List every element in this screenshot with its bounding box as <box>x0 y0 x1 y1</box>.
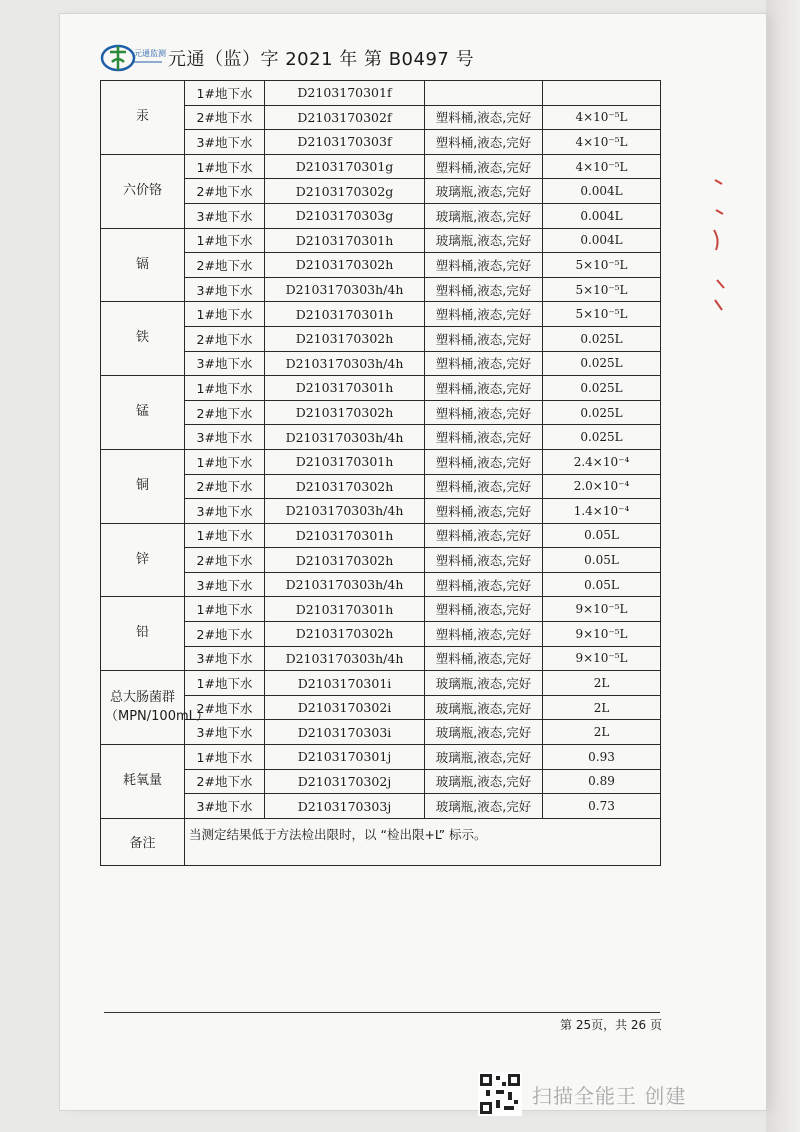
remarks-row <box>101 818 661 865</box>
location-cell: 3#地下水 <box>185 499 265 524</box>
sample-code-cell: D2103170302h <box>265 474 425 499</box>
container-state-cell: 塑料桶,液态,完好 <box>425 425 543 450</box>
location-cell: 2#地下水 <box>185 326 265 351</box>
location-cell: 3#地下水 <box>185 425 265 450</box>
table-row <box>101 646 661 671</box>
location-cell: 1#地下水 <box>185 449 265 474</box>
container-state-cell: 塑料桶,液态,完好 <box>425 302 543 327</box>
qr-code-icon <box>478 1072 522 1116</box>
container-state-cell: 塑料桶,液态,完好 <box>425 154 543 179</box>
location-cell: 2#地下水 <box>185 105 265 130</box>
container-state-cell: 塑料桶,液态,完好 <box>425 548 543 573</box>
result-cell: 2L <box>543 671 661 696</box>
location-cell: 1#地下水 <box>185 523 265 548</box>
location-cell: 1#地下水 <box>185 597 265 622</box>
table-row <box>101 597 661 622</box>
parameter-cell: 铜 <box>101 449 185 523</box>
table-row <box>101 302 661 327</box>
page-edge-shadow <box>766 0 800 1132</box>
result-cell: 0.05L <box>543 523 661 548</box>
container-state-cell: 玻璃瓶,液态,完好 <box>425 671 543 696</box>
table-row <box>101 154 661 179</box>
sample-code-cell: D2103170301h <box>265 302 425 327</box>
sample-code-cell: D2103170303h/4h <box>265 572 425 597</box>
container-state-cell: 塑料桶,液态,完好 <box>425 622 543 647</box>
table-row <box>101 351 661 376</box>
location-cell: 2#地下水 <box>185 400 265 425</box>
table-row <box>101 228 661 253</box>
result-cell: 2.0×10⁻⁴ <box>543 474 661 499</box>
parameter-cell: 铁 <box>101 302 185 376</box>
result-cell: 9×10⁻⁵L <box>543 622 661 647</box>
sample-code-cell: D2103170301h <box>265 228 425 253</box>
parameter-cell: 锌 <box>101 523 185 597</box>
location-cell: 2#地下水 <box>185 548 265 573</box>
result-cell: 0.004L <box>543 179 661 204</box>
result-cell <box>543 81 661 106</box>
result-cell: 1.4×10⁻⁴ <box>543 499 661 524</box>
location-cell: 1#地下水 <box>185 228 265 253</box>
location-cell: 1#地下水 <box>185 302 265 327</box>
container-state-cell: 塑料桶,液态,完好 <box>425 105 543 130</box>
report-header <box>100 38 600 78</box>
result-cell: 0.025L <box>543 351 661 376</box>
table-row <box>101 572 661 597</box>
sample-code-cell: D2103170303h/4h <box>265 646 425 671</box>
page-number: 第 25页，共 26 页 <box>560 1018 662 1032</box>
container-state-cell: 塑料桶,液态,完好 <box>425 474 543 499</box>
container-state-cell: 玻璃瓶,液态,完好 <box>425 769 543 794</box>
container-state-cell: 塑料桶,液态,完好 <box>425 376 543 401</box>
container-state-cell: 玻璃瓶,液态,完好 <box>425 228 543 253</box>
sample-code-cell: D2103170302f <box>265 105 425 130</box>
result-cell: 0.004L <box>543 228 661 253</box>
remarks-text: 当测定结果低于方法检出限时，以 “检出限+L” 标示。 <box>185 818 661 865</box>
result-cell: 4×10⁻⁵L <box>543 105 661 130</box>
sample-code-cell: D2103170303h/4h <box>265 277 425 302</box>
table-row <box>101 449 661 474</box>
container-state-cell: 玻璃瓶,液态,完好 <box>425 203 543 228</box>
location-cell: 1#地下水 <box>185 745 265 770</box>
parameter-cell: 锰 <box>101 376 185 450</box>
result-cell: 5×10⁻⁵L <box>543 277 661 302</box>
table-row <box>101 425 661 450</box>
parameter-cell: 镉 <box>101 228 185 302</box>
container-state-cell: 塑料桶,液态,完好 <box>425 523 543 548</box>
result-cell: 5×10⁻⁵L <box>543 302 661 327</box>
sample-code-cell: D2103170302h <box>265 622 425 647</box>
location-cell: 1#地下水 <box>185 376 265 401</box>
sample-code-cell: D2103170301h <box>265 597 425 622</box>
container-state-cell: 塑料桶,液态,完好 <box>425 499 543 524</box>
sample-code-cell: D2103170302h <box>265 253 425 278</box>
result-cell: 9×10⁻⁵L <box>543 597 661 622</box>
result-cell: 0.73 <box>543 794 661 819</box>
sample-code-cell: D2103170303h/4h <box>265 351 425 376</box>
footer-divider <box>104 1012 660 1013</box>
container-state-cell: 塑料桶,液态,完好 <box>425 130 543 155</box>
result-cell: 0.89 <box>543 769 661 794</box>
table-row <box>101 81 661 106</box>
table-row <box>101 326 661 351</box>
result-cell: 0.025L <box>543 376 661 401</box>
location-cell: 1#地下水 <box>185 154 265 179</box>
results-table <box>100 80 661 866</box>
table-row <box>101 203 661 228</box>
sample-code-cell: D2103170303f <box>265 130 425 155</box>
location-cell: 2#地下水 <box>185 179 265 204</box>
sample-code-cell: D2103170302i <box>265 695 425 720</box>
parameter-cell: 铅 <box>101 597 185 671</box>
table-row <box>101 794 661 819</box>
table-row <box>101 253 661 278</box>
table-row <box>101 499 661 524</box>
table-row <box>101 474 661 499</box>
table-row <box>101 179 661 204</box>
sample-code-cell: D2103170301g <box>265 154 425 179</box>
sample-code-cell: D2103170302j <box>265 769 425 794</box>
container-state-cell: 玻璃瓶,液态,完好 <box>425 179 543 204</box>
container-state-cell: 玻璃瓶,液态,完好 <box>425 720 543 745</box>
result-cell: 4×10⁻⁵L <box>543 130 661 155</box>
container-state-cell: 塑料桶,液态,完好 <box>425 277 543 302</box>
result-cell: 0.05L <box>543 548 661 573</box>
result-cell: 0.025L <box>543 400 661 425</box>
table-row <box>101 671 661 696</box>
table-row <box>101 376 661 401</box>
sample-code-cell: D2103170301h <box>265 376 425 401</box>
result-cell: 2.4×10⁻⁴ <box>543 449 661 474</box>
table-row <box>101 769 661 794</box>
location-cell: 2#地下水 <box>185 474 265 499</box>
document-number: 元通（监）字 2021 年 第 B0497 号 <box>168 49 475 70</box>
result-cell: 0.025L <box>543 326 661 351</box>
table-row <box>101 277 661 302</box>
table-row <box>101 745 661 770</box>
red-stamp-fragment <box>712 170 726 320</box>
sample-code-cell: D2103170301h <box>265 523 425 548</box>
location-cell: 3#地下水 <box>185 203 265 228</box>
container-state-cell: 塑料桶,液态,完好 <box>425 253 543 278</box>
container-state-cell: 塑料桶,液态,完好 <box>425 572 543 597</box>
table-row <box>101 130 661 155</box>
container-state-cell: 玻璃瓶,液态,完好 <box>425 745 543 770</box>
table-row <box>101 548 661 573</box>
table-row <box>101 523 661 548</box>
parameter-cell: 汞 <box>101 81 185 155</box>
scanner-watermark: 扫描全能王 创建 <box>532 1084 687 1108</box>
company-logo <box>100 40 164 76</box>
location-cell: 2#地下水 <box>185 769 265 794</box>
sample-code-cell: D2103170301j <box>265 745 425 770</box>
result-cell: 0.004L <box>543 203 661 228</box>
container-state-cell: 塑料桶,液态,完好 <box>425 597 543 622</box>
location-cell: 1#地下水 <box>185 671 265 696</box>
parameter-cell: 六价铬 <box>101 154 185 228</box>
location-cell: 3#地下水 <box>185 277 265 302</box>
location-cell: 3#地下水 <box>185 646 265 671</box>
sample-code-cell: D2103170301i <box>265 671 425 696</box>
parameter-cell: 总大肠菌群（MPN/100mL） <box>101 671 185 745</box>
result-cell: 9×10⁻⁵L <box>543 646 661 671</box>
location-cell: 2#地下水 <box>185 695 265 720</box>
sample-code-cell: D2103170303h/4h <box>265 499 425 524</box>
table-row <box>101 400 661 425</box>
sample-code-cell: D2103170303i <box>265 720 425 745</box>
container-state-cell: 玻璃瓶,液态,完好 <box>425 695 543 720</box>
sample-code-cell: D2103170303j <box>265 794 425 819</box>
result-cell: 0.93 <box>543 745 661 770</box>
sample-code-cell: D2103170301h <box>265 449 425 474</box>
sample-code-cell: D2103170302h <box>265 548 425 573</box>
sample-code-cell: D2103170302g <box>265 179 425 204</box>
result-cell: 0.025L <box>543 425 661 450</box>
location-cell: 3#地下水 <box>185 351 265 376</box>
location-cell: 3#地下水 <box>185 720 265 745</box>
container-state-cell: 塑料桶,液态,完好 <box>425 400 543 425</box>
logo-text: 元通监测 <box>134 49 166 58</box>
remarks-label: 备注 <box>101 818 185 865</box>
location-cell: 1#地下水 <box>185 81 265 106</box>
location-cell: 2#地下水 <box>185 253 265 278</box>
sample-code-cell: D2103170301f <box>265 81 425 106</box>
parameter-cell: 耗氧量 <box>101 745 185 819</box>
location-cell: 2#地下水 <box>185 622 265 647</box>
table-row <box>101 622 661 647</box>
sample-code-cell: D2103170303h/4h <box>265 425 425 450</box>
container-state-cell: 塑料桶,液态,完好 <box>425 351 543 376</box>
container-state-cell: 塑料桶,液态,完好 <box>425 326 543 351</box>
result-cell: 2L <box>543 720 661 745</box>
result-cell: 4×10⁻⁵L <box>543 154 661 179</box>
location-cell: 3#地下水 <box>185 794 265 819</box>
result-cell: 5×10⁻⁵L <box>543 253 661 278</box>
sample-code-cell: D2103170303g <box>265 203 425 228</box>
result-cell: 0.05L <box>543 572 661 597</box>
sample-code-cell: D2103170302h <box>265 400 425 425</box>
sample-code-cell: D2103170302h <box>265 326 425 351</box>
table-row <box>101 105 661 130</box>
container-state-cell <box>425 81 543 106</box>
logo-icon <box>100 40 164 76</box>
container-state-cell: 塑料桶,液态,完好 <box>425 646 543 671</box>
result-cell: 2L <box>543 695 661 720</box>
location-cell: 3#地下水 <box>185 572 265 597</box>
container-state-cell: 玻璃瓶,液态,完好 <box>425 794 543 819</box>
container-state-cell: 塑料桶,液态,完好 <box>425 449 543 474</box>
location-cell: 3#地下水 <box>185 130 265 155</box>
